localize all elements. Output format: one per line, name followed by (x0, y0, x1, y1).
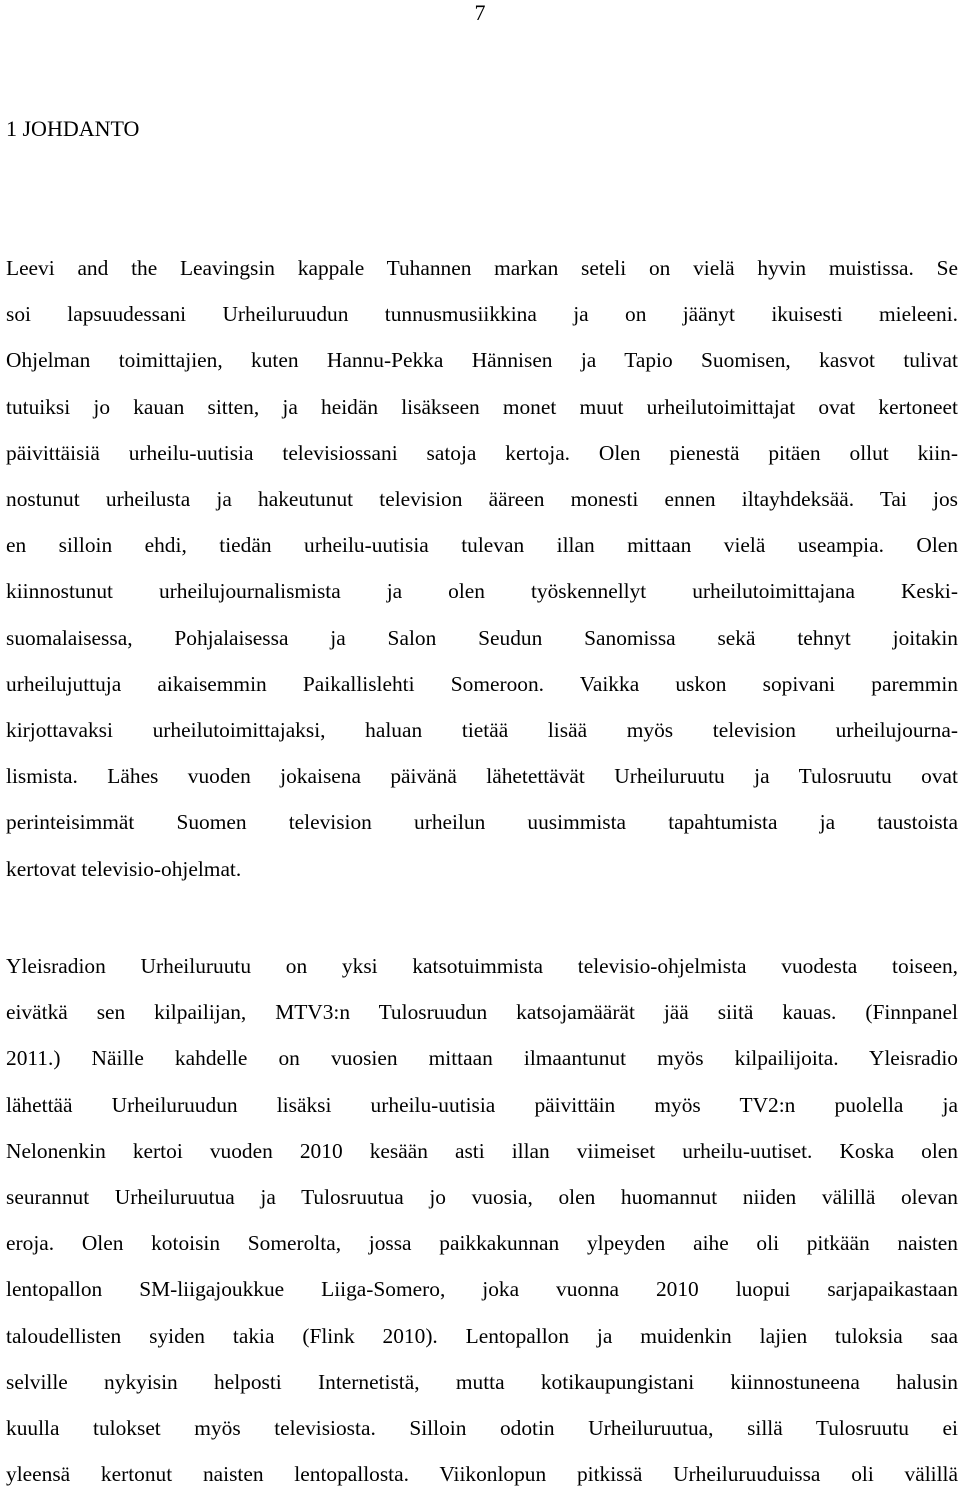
text-line: seurannut Urheiluruutua ja Tulosruutua jo vuosia, olen huomannut niiden välillä olevan (6, 1185, 958, 1210)
text-line: Nelonenkin kertoi vuoden 2010 kesään asti illan viimeiset urheilu-uutiset. Koska olen (6, 1138, 958, 1163)
text-line: lähettää Urheiluruudun lisäksi urheilu-uutisia päivittäin myös TV2:n puolella ja (6, 1092, 958, 1117)
chapter-heading: 1 JOHDANTO (6, 116, 140, 141)
text-line: eroja. Olen kotoisin Somerolta, jossa paikkakunnan ylpeyden aihe oli pitkään naisten (6, 1231, 958, 1256)
text-line: en silloin ehdi, tiedän urheilu-uutisia tulevan illan mittaan vielä useampia. Olen (6, 533, 958, 558)
text-line: suomalaisessa, Pohjalaisessa ja Salon Seudun Sanomissa sekä tehnyt joitakin (6, 625, 958, 650)
text-line: selville nykyisin helposti Internetistä, mutta kotikaupungistani kiinnostuneena halusin (6, 1369, 958, 1394)
paragraph (6, 943, 958, 1497)
text-line: Ohjelman toimittajien, kuten Hannu-Pekka Hännisen ja Tapio Suomisen, kasvot tulivat (6, 348, 958, 373)
text-line: perinteisimmät Suomen television urheilun uusimmista tapahtumista ja taustoista (6, 810, 958, 835)
text-line: kirjottavaksi urheilutoimittajaksi, haluan tietää lisää myös television urheilujourna- (6, 718, 958, 743)
text-line: eivätkä sen kilpailijan, MTV3:n Tulosruudun katsojamäärät jää siitä kauas. (Finnpanel (6, 1000, 958, 1025)
text-line: kuulla tulokset myös televisiosta. Silloin odotin Urheiluruutua, sillä Tulosruutu ei (6, 1416, 958, 1441)
text-line: lentopallon SM-liigajoukkue Liiga-Somero, joka vuonna 2010 luopui sarjapaikastaan (6, 1277, 958, 1302)
text-line: tutuiksi jo kauan sitten, ja heidän lisäkseen monet muut urheilutoimittajat ovat kertoneet (6, 394, 958, 419)
text-line: päivittäisiä urheilu-uutisia televisiossani satoja kertoja. Olen pienestä pitäen ollut kiin- (6, 440, 958, 465)
text-line: kiinnostunut urheilujournalismista ja olen työskennellyt urheilutoimittajana Keski- (6, 579, 958, 604)
text-line: nostunut urheilusta ja hakeutunut television ääreen monesti ennen iltayhdeksää. Tai jos (6, 487, 958, 512)
text-line: lismista. Lähes vuoden jokaisena päivänä lähetettävät Urheiluruutu ja Tulosruutu ovat (6, 764, 958, 789)
text-line: Leevi and the Leavingsin kappale Tuhannen markan seteli on vielä hyvin muistissa. Se (6, 256, 958, 280)
text-line: 2011.) Näille kahdelle on vuosien mittaan ilmaantunut myös kilpailijoita. Yleisradio (6, 1046, 958, 1071)
text-line: yleensä kertonut naisten lentopallosta. Viikonlopun pitkissä Urheiluruuduissa oli välillä (6, 1462, 958, 1487)
page-number: 7 (474, 0, 486, 25)
text-line: kertovat televisio-ohjelmat. (6, 856, 242, 881)
text-line: taloudellisten syiden takia (Flink 2010). Lentopallon ja muidenkin lajien tuloksia saa (6, 1323, 958, 1348)
text-line: urheilujuttuja aikaisemmin Paikallislehti Someroon. Vaikka uskon sopivani paremmin (6, 671, 958, 696)
text-line: Yleisradion Urheiluruutu on yksi katsotuimmista televisio-ohjelmista vuodesta toiseen, (6, 954, 958, 978)
paragraph (6, 245, 958, 892)
text-line: soi lapsuudessani Urheiluruudun tunnusmusiikkina ja on jäänyt ikuisesti mieleeni. (6, 302, 958, 327)
